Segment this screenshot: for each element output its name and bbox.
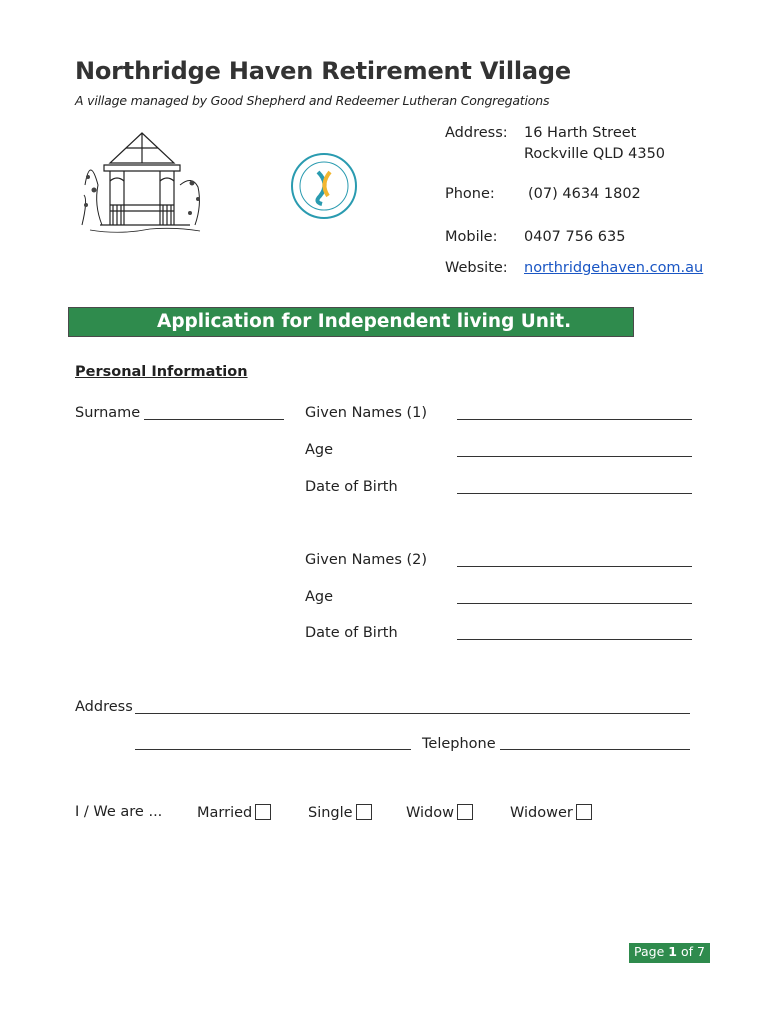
dob-2-label: Date of Birth bbox=[305, 625, 398, 641]
single-label: Single bbox=[308, 805, 353, 821]
widow-label: Widow bbox=[406, 805, 454, 821]
mobile-label: Mobile: bbox=[445, 229, 498, 245]
gazebo-sketch-image bbox=[80, 125, 205, 240]
widow-checkbox[interactable] bbox=[457, 804, 473, 820]
surname-label: Surname bbox=[75, 405, 141, 421]
single-option[interactable] bbox=[308, 804, 372, 821]
given-names-1-label: Given Names (1) bbox=[305, 405, 428, 421]
dob-1-label: Date of Birth bbox=[305, 479, 398, 495]
age-2-field[interactable] bbox=[457, 603, 692, 604]
page-number-badge bbox=[629, 943, 710, 963]
status-label: I / We are ... bbox=[75, 804, 163, 820]
section-title-personal: Personal Information bbox=[75, 364, 248, 380]
banner-title: Application for Independent living Unit. bbox=[157, 311, 572, 332]
dob-1-field[interactable] bbox=[457, 493, 692, 494]
phone-label: Phone: bbox=[445, 186, 495, 202]
address-line2: Rockville QLD 4350 bbox=[524, 146, 666, 162]
surname-field[interactable] bbox=[144, 419, 284, 420]
given-names-2-label: Given Names (2) bbox=[305, 552, 428, 568]
married-checkbox[interactable] bbox=[255, 804, 271, 820]
age-2-label: Age bbox=[305, 589, 334, 605]
address-field-label: Address bbox=[75, 699, 133, 715]
widow-option[interactable] bbox=[406, 804, 473, 821]
page-word: Page bbox=[634, 944, 665, 959]
single-checkbox[interactable] bbox=[356, 804, 372, 820]
website-label: Website: bbox=[445, 260, 508, 276]
address-line1: 16 Harth Street bbox=[524, 125, 637, 141]
address-field-line1[interactable] bbox=[135, 713, 690, 714]
address-label: Address: bbox=[445, 125, 508, 141]
page-title: Northridge Haven Retirement Village bbox=[75, 57, 571, 85]
mobile-value: 0407 756 635 bbox=[524, 229, 626, 245]
registered-charity-seal-icon bbox=[290, 152, 358, 220]
age-1-field[interactable] bbox=[457, 456, 692, 457]
page-current: 1 bbox=[668, 944, 677, 959]
address-field-line2[interactable] bbox=[135, 749, 411, 750]
application-banner bbox=[68, 307, 634, 337]
page-subtitle: A village managed by Good Shepherd and Redeemer Lutheran Congregations bbox=[75, 93, 550, 108]
phone-value: (07) 4634 1802 bbox=[528, 186, 641, 202]
given-names-1-field[interactable] bbox=[457, 419, 692, 420]
widower-checkbox[interactable] bbox=[576, 804, 592, 820]
telephone-label: Telephone bbox=[422, 736, 496, 752]
page-of: of bbox=[680, 944, 693, 959]
dob-2-field[interactable] bbox=[457, 639, 692, 640]
widower-option[interactable] bbox=[510, 804, 592, 821]
married-option[interactable] bbox=[197, 804, 271, 821]
telephone-field[interactable] bbox=[500, 749, 690, 750]
married-label: Married bbox=[197, 805, 253, 821]
page-total: 7 bbox=[696, 944, 705, 959]
widower-label: Widower bbox=[510, 805, 573, 821]
given-names-2-field[interactable] bbox=[457, 566, 692, 567]
website-link[interactable]: northridgehaven.com.au bbox=[524, 260, 704, 276]
age-1-label: Age bbox=[305, 442, 334, 458]
